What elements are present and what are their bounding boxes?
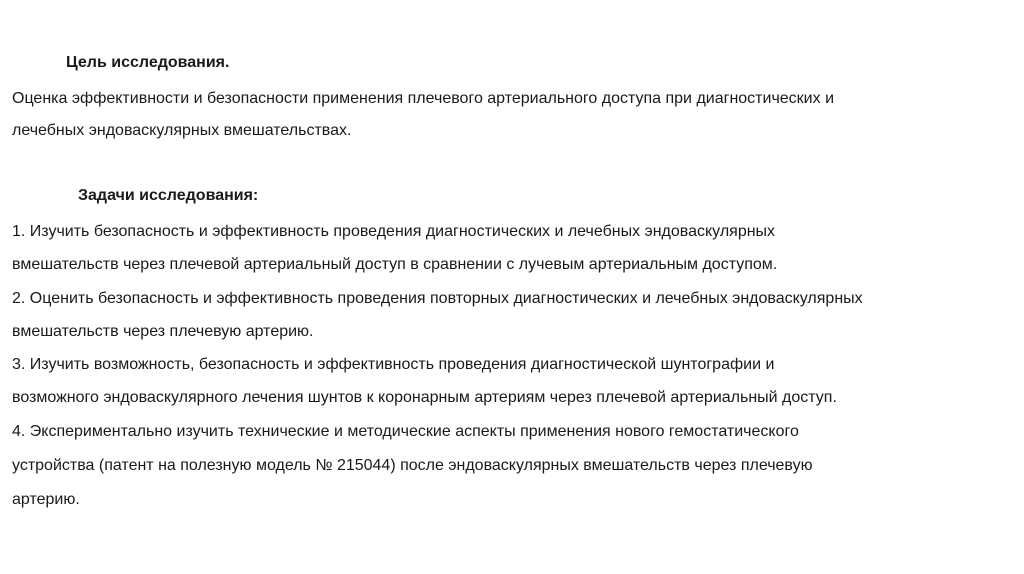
goal-line-2: лечебных эндоваскулярных вмешательствах.	[12, 122, 352, 139]
task-1-line-2: вмешательств через плечевой артериальный доступ в сравнении с лучевым артериальным доступом.	[12, 256, 778, 273]
goal-line-1: Оценка эффективности и безопасности применения плечевого артериального доступа при диагностических и	[12, 90, 834, 107]
task-2-line-2: вмешательств через плечевую артерию.	[12, 323, 314, 340]
task-2-line-1: 2. Оценить безопасность и эффективность проведения повторных диагностических и лечебных эндоваскулярных	[12, 290, 863, 307]
task-3-line-1: 3. Изучить возможность, безопасность и эффективность проведения диагностической шунтографии и	[12, 356, 775, 373]
task-4-line-3: артерию.	[12, 491, 80, 508]
task-4-line-1: 4. Экспериментально изучить технические и методические аспекты применения нового гемостатического	[12, 423, 799, 440]
goal-heading: Цель исследования.	[66, 54, 230, 71]
task-3-line-2: возможного эндоваскулярного лечения шунтов к коронарным артериям через плечевой артериальный доступ.	[12, 389, 837, 406]
tasks-heading: Задачи исследования:	[78, 187, 259, 204]
task-4-line-2: устройства (патент на полезную модель № 215044) после эндоваскулярных вмешательств через плечевую	[12, 457, 813, 474]
task-1-line-1: 1. Изучить безопасность и эффективность проведения диагностических и лечебных эндоваскулярных	[12, 223, 776, 240]
